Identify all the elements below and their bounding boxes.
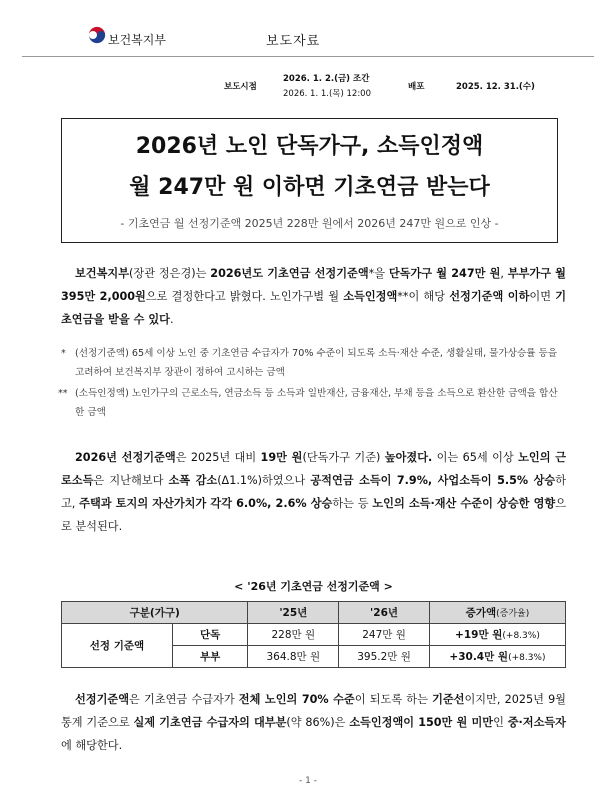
note-1-mark: * [61, 348, 66, 359]
p2-text: (Δ1.1%)하였으나 [217, 474, 311, 487]
p3-text: 중·저소득자 [507, 716, 566, 729]
p2-text: 노인의 근로소득 [61, 451, 567, 487]
ministry-logo-icon [88, 26, 106, 44]
note-1: (선정기준액) 65세 이상 노인 중 기초연금 수급자가 70% 수준이 되도록 소득·재산 수준, 생활실태, 물가상승률 등을 고려하여 보건복지부 장관이 정하여 고시하는 금액 [75, 348, 558, 378]
p2-text: 은 지난해보다 [93, 474, 169, 487]
p1-text: 소득인정액 [343, 290, 398, 303]
title-line-2: 월 247만 원 이하면 기초연금 받는다 [129, 175, 490, 200]
paragraph-2 [61, 446, 566, 538]
p1-text: 부부가구 월 395만 2,000원 [61, 267, 566, 303]
table-header: '25년 [248, 602, 339, 624]
table-caption: < '26년 기초연금 선정기준액 > [234, 580, 393, 593]
table-header-text: 증가액 [465, 607, 497, 619]
table-cell: 364.8만 원 [248, 646, 339, 668]
increase-rate: (+8.3%) [502, 631, 540, 641]
table-cell [429, 624, 565, 646]
p1-text: 보건복지부 [75, 267, 130, 280]
table-cell: 228만 원 [248, 624, 339, 646]
distribution-date: 2025. 12. 31.(수) [456, 82, 535, 92]
p1-text: 단독가구 월 247만 원 [388, 267, 501, 280]
table-row [62, 624, 566, 646]
increase-rate: (+8.3%) [508, 653, 546, 663]
increase-value: +30.4만 원 [449, 651, 509, 663]
p1-text: 2026년도 기초연금 선정기준액 [210, 267, 369, 280]
p2-text: 주택과 토지의 자산가치가 각각 6.0%, 2.6% 상승 [79, 497, 333, 510]
p2-text: 높아졌다. [384, 451, 433, 464]
p2-text: 소폭 감소 [168, 474, 218, 487]
p2-text: 하는 등 [332, 497, 373, 510]
p1-text: 기초연금을 받을 수 있다 [61, 290, 567, 326]
embargo-label: 보도시점 [224, 82, 257, 92]
p3-text: (약 86%)은 [286, 716, 350, 729]
p3-text: 은 기초연금 수급자가 [129, 693, 239, 706]
table-header: 구분(가구) [62, 602, 248, 624]
p2-text: 2026년 선정기준액 [75, 451, 176, 464]
distribution-label: 배포 [408, 82, 425, 92]
p1-text: (장관 정은경)는 [129, 267, 211, 280]
increase-value: +19만 원 [455, 629, 503, 641]
p2-text: 공적연금 소득이 7.9%, 사업소득이 5.5% 상승 [310, 474, 556, 487]
table-cell: 247만 원 [339, 624, 430, 646]
table-cell: 부부 [172, 646, 248, 668]
p2-text: 19만 원 [260, 451, 303, 464]
criteria-table [61, 601, 566, 668]
p1-text: 선정기준액 이하 [449, 290, 530, 303]
table-header-sub: (증가율) [496, 609, 530, 619]
p1-text: **이 해당 [397, 290, 450, 303]
note-2-mark: ** [58, 388, 68, 399]
p2-text: (단독가구 기준) [302, 451, 385, 464]
ministry-name: 보건복지부 [108, 33, 166, 47]
table-header: '26년 [339, 602, 430, 624]
p2-text: 하고, [61, 474, 567, 510]
table-header [429, 602, 565, 624]
p3-text: 전체 노인의 70% 수준 [238, 693, 355, 706]
p3-text: 이지만, 2025년 9월 통계 기준으로 [61, 693, 566, 729]
p3-text: 이 되도록 하는 [354, 693, 433, 706]
header-divider [22, 56, 594, 57]
p3-text: 선정기준액 [75, 693, 130, 706]
table-cell [429, 646, 565, 668]
paragraph-3 [61, 688, 566, 757]
p3-text: 소득인정액이 150만 원 미만 [349, 716, 494, 729]
p1-text: *을 [368, 267, 389, 280]
p3-text: 에 해당한다. [61, 739, 123, 752]
embargo-online: 2026. 1. 1.(목) 12:00 [283, 89, 371, 99]
table-cell: 395.2만 원 [339, 646, 430, 668]
p3-text: 기준선 [432, 693, 465, 706]
p2-text: 은 2025년 대비 [175, 451, 261, 464]
subtitle: - 기초연금 월 선정기준액 2025년 228만 원에서 2026년 247만 원으로 인상 - [120, 217, 499, 230]
table-cell: 단독 [172, 624, 248, 646]
p3-text: 인 [493, 716, 508, 729]
note-2: (소득인정액) 노인가구의 근로소득, 연금소득 등 소득과 일반재산, 금융재산, 부채 등을 소득으로 환산한 금액을 합산한 금액 [75, 388, 558, 418]
p3-text: 실제 기초연금 수급자의 대부분 [133, 716, 287, 729]
embargo-date: 2026. 1. 2.(금) 조간 [283, 74, 370, 84]
page-number: - 1 - [299, 776, 317, 786]
paragraph-1 [61, 262, 566, 331]
p1-text: 이면 [529, 290, 556, 303]
p2-text: 으로 분석된다. [61, 497, 566, 533]
doc-type-label: 보도자료 [266, 34, 321, 49]
p2-text: 이는 65세 이상 [432, 451, 519, 464]
p1-text: , [500, 267, 508, 280]
p1-text: . [169, 313, 174, 326]
p1-text: 으로 결정한다고 밝혔다. 노인가구별 월 [145, 290, 344, 303]
title-line-1: 2026년 노인 단독가구, 소득인정액 [135, 134, 484, 159]
row-label: 선정 기준액 [62, 624, 173, 668]
p2-text: 노인의 소득·재산 수준이 상승한 영향 [372, 497, 556, 510]
table-header-row [62, 602, 566, 624]
